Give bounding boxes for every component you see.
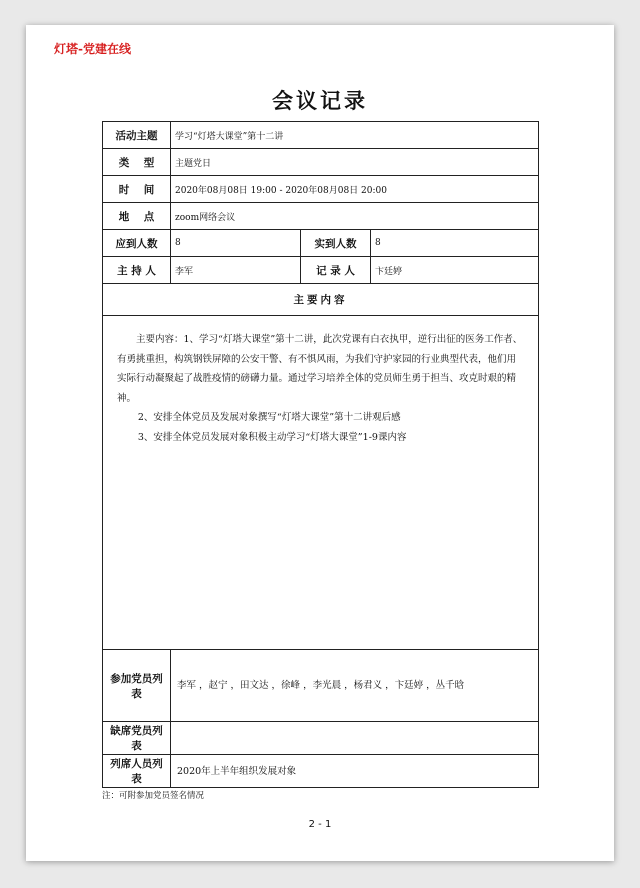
row-attendees (103, 650, 539, 722)
row-time (103, 176, 539, 203)
host-label: 主 持 人 (103, 257, 171, 284)
actual-count-label: 实到人数 (301, 230, 371, 257)
absent-label: 缺席党员列表 (103, 722, 171, 755)
content-heading: 主要内容 (103, 284, 539, 316)
row-absent (103, 722, 539, 755)
observers-label: 列席人员列表 (103, 755, 171, 788)
row-observers (103, 755, 539, 788)
row-activity (103, 122, 539, 149)
place-value: zoom网络会议 (171, 203, 539, 230)
content-item-2: 2、安排全体党员及发展对象撰写“灯塔大课堂”第十二讲观后感 (137, 412, 401, 423)
meeting-record-table (102, 121, 539, 788)
document-page (26, 25, 614, 861)
attendees-value: 李军 ，赵宁 ，田文达 ，徐峰 ，李光晨 ，杨君义 ，卞廷婷 ，丛千晗 (171, 650, 539, 722)
type-label: 类 型 (103, 149, 171, 176)
activity-label: 活动主题 (103, 122, 171, 149)
type-value: 主题党日 (171, 149, 539, 176)
content-body (103, 316, 539, 650)
host-value: 李军 (171, 257, 301, 284)
actual-count-value: 8 (371, 230, 539, 257)
site-logo: 灯塔-党建在线 (54, 42, 131, 56)
row-host-recorder (103, 257, 539, 284)
expected-count-label: 应到人数 (103, 230, 171, 257)
footnote: 注：可附参加党员签名情况 (102, 791, 205, 801)
activity-value: 学习“灯塔大课堂”第十二讲 (171, 122, 539, 149)
page-number: 2 - 1 (308, 819, 332, 830)
row-headcount (103, 230, 539, 257)
recorder-label: 记 录 人 (301, 257, 371, 284)
time-label: 时 间 (103, 176, 171, 203)
recorder-value: 卞廷婷 (371, 257, 539, 284)
page-title: 会议记录 (272, 89, 368, 113)
row-content (103, 316, 539, 650)
content-paragraph: 主要内容：1、学习“灯塔大课堂”第十二讲，此次党课有白衣执甲，逆行出征的医务工作者、有勇挑重担，构筑钢铁屏障的公安干警、有不惧风雨，为我们守护家园的行业典型代表，他们用实际行动凝聚起了战胜疫情的磅礴力量。通过学习培养全体的党员师生勇于担当、攻克时艰的精神。 (117, 334, 523, 404)
expected-count-value: 8 (171, 230, 301, 257)
row-type (103, 149, 539, 176)
attendees-label: 参加党员列表 (103, 650, 171, 722)
absent-value (171, 722, 539, 755)
row-place (103, 203, 539, 230)
time-value: 2020年08月08日 19:00 - 2020年08月08日 20:00 (171, 176, 539, 203)
place-label: 地 点 (103, 203, 171, 230)
observers-value: 2020年上半年组织发展对象 (171, 755, 539, 788)
content-item-3: 3、安排全体党员发展对象积极主动学习“灯塔大课堂”1-9课内容 (137, 431, 407, 443)
row-content-heading (103, 284, 539, 316)
